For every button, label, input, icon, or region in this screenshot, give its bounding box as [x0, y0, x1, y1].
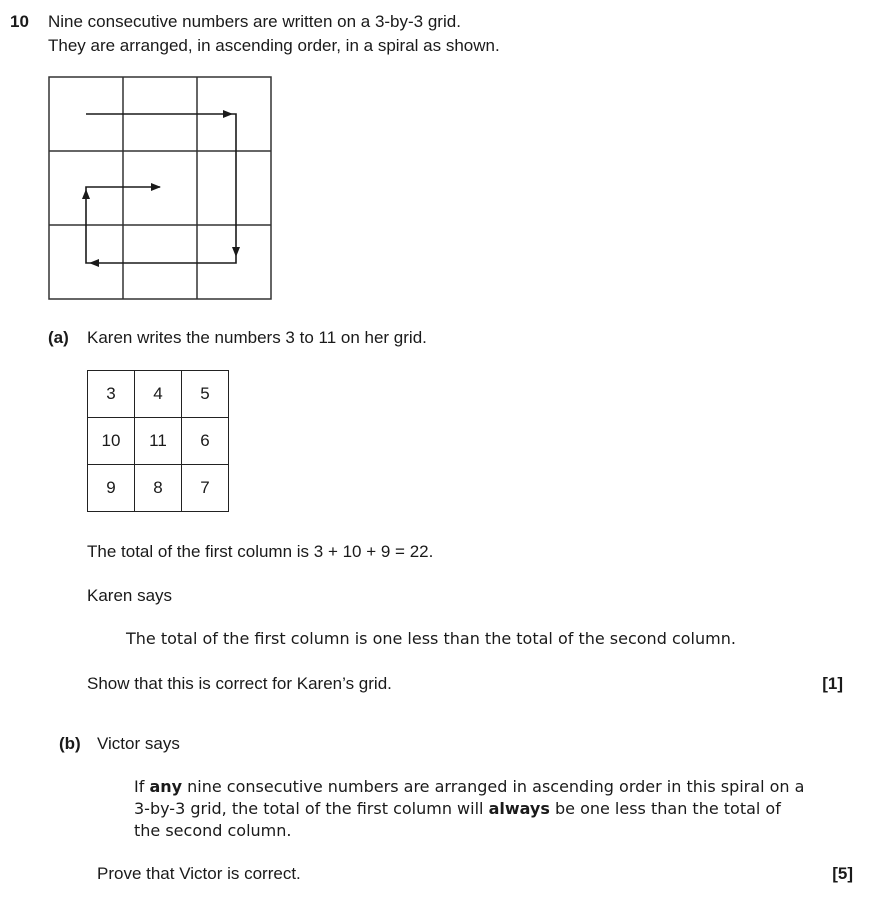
- spiral-arrow-right: [232, 114, 236, 256]
- spiral-diagram: [48, 76, 274, 302]
- spiral-arrow-left: [86, 190, 90, 263]
- grid-cell: 10: [88, 418, 135, 465]
- grid-row: [88, 465, 229, 512]
- karen-grid: [87, 370, 229, 512]
- victor-quote-line-3: the second column.: [134, 821, 292, 840]
- victor-quote-line-2: [134, 799, 781, 818]
- part-a-marks: [1]: [822, 674, 843, 693]
- grid-cell: 4: [135, 371, 182, 418]
- part-b-marks: [5]: [832, 864, 853, 883]
- grid-cell: 6: [182, 418, 229, 465]
- quote-emphasis-any: any: [149, 777, 183, 796]
- quote-text: If: [134, 777, 150, 796]
- quote-emphasis-always: always: [488, 799, 550, 818]
- intro-line-1: Nine consecutive numbers are written on a 3-by-3 grid.: [48, 12, 461, 31]
- intro-line-2: They are arranged, in ascending order, in a spiral as shown.: [48, 36, 500, 55]
- part-a-instruction: Show that this is correct for Karen’s grid.: [87, 674, 392, 693]
- spiral-arrow-bottom: [90, 256, 236, 263]
- spiral-grid: [49, 77, 271, 299]
- grid-cell: 3: [88, 371, 135, 418]
- spiral-path: [86, 114, 236, 263]
- part-a-label: (a): [48, 328, 69, 347]
- karen-says: Karen says: [87, 586, 173, 605]
- grid-row: [88, 418, 229, 465]
- part-b-label: (b): [59, 734, 81, 753]
- quote-text: be one less than the total of: [549, 799, 781, 818]
- part-a-text: Karen writes the numbers 3 to 11 on her grid.: [87, 328, 427, 347]
- grid-cell: 9: [88, 465, 135, 512]
- victor-says: Victor says: [97, 734, 180, 753]
- grid-cell: 7: [182, 465, 229, 512]
- question-number: 10: [10, 12, 29, 31]
- victor-quote-line-1: [134, 777, 804, 796]
- grid-cell: 11: [135, 418, 182, 465]
- part-b-instruction: Prove that Victor is correct.: [97, 864, 301, 883]
- grid-cell: 5: [182, 371, 229, 418]
- quote-text: nine consecutive numbers are arranged in ascending order in this spiral on a: [182, 777, 805, 796]
- first-column-total: The total of the first column is 3 + 10 + 9 = 22.: [87, 542, 434, 561]
- grid-cell: 8: [135, 465, 182, 512]
- quote-text: 3-by-3 grid, the total of the first column will: [134, 799, 489, 818]
- grid-row: [88, 371, 229, 418]
- karen-quote: The total of the first column is one less than the total of the second column.: [126, 629, 736, 648]
